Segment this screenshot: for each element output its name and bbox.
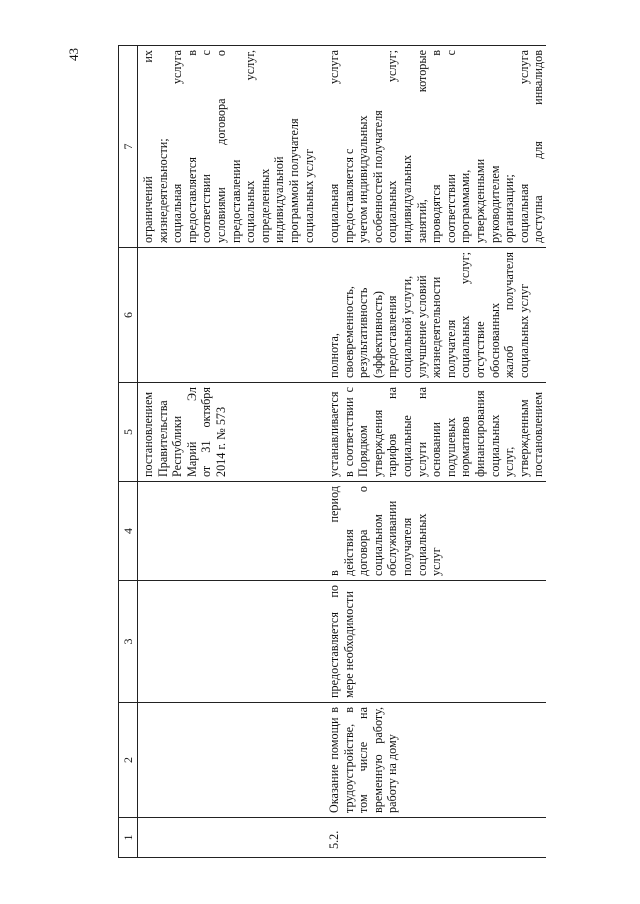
text-line: отсутствие: [472, 321, 487, 378]
text-line: в период: [327, 486, 341, 576]
row-number-text: 5.2.: [327, 830, 341, 849]
text-line: результативность: [356, 287, 371, 378]
text-line: программами,: [458, 169, 473, 243]
header-col-5: 5: [119, 383, 138, 482]
text-line: Марий Эл: [184, 387, 199, 477]
text-line: тарифов на: [385, 387, 400, 477]
text-line: утвержденными: [472, 158, 487, 243]
text-line: получателя: [399, 517, 414, 576]
cont-cell-4: [138, 482, 322, 581]
text-line: соответствии с: [443, 50, 458, 243]
text-line: социальных услуг: [301, 148, 316, 243]
text-line: жалоб получателя: [502, 252, 517, 378]
text-line: проводятся в: [429, 50, 444, 243]
text-line: социальных: [487, 414, 502, 477]
text-line: работу на дому: [385, 734, 400, 813]
text-line: услуги на: [414, 387, 429, 477]
text-line: Правительства: [155, 400, 170, 477]
text-line: социальные: [399, 415, 414, 477]
text-line: жизнедеятельности;: [155, 138, 170, 243]
header-col-7: 7: [119, 46, 138, 248]
continuation-row: [138, 46, 322, 858]
header-col-1: 1: [119, 818, 138, 858]
text-line: доступна для инвалидов: [531, 50, 546, 243]
standard-cell: [321, 581, 546, 703]
text-line: индивидуальных: [399, 154, 414, 243]
service-name-cell: [321, 703, 546, 818]
text-line: социальных услуг;: [385, 50, 400, 243]
text-line: социальная услуга: [327, 50, 341, 243]
cont-cell-3: [138, 581, 322, 703]
text-line: мере необходимости: [341, 591, 356, 698]
service-row-5-2: [321, 46, 546, 858]
text-line: программой получателя: [286, 118, 301, 243]
text-line: занятий, которые: [414, 50, 429, 243]
text-line: устанавливается: [327, 391, 341, 477]
text-line: определенных: [257, 168, 272, 243]
text-line: улучшение условий: [414, 275, 429, 378]
text-line: своевременность,: [341, 286, 356, 378]
cont-cell-legal-basis: [138, 383, 322, 482]
text-line: организации;: [502, 174, 517, 243]
text-line: утверждения: [370, 409, 385, 477]
header-col-3: 3: [119, 581, 138, 703]
text-line: социальном: [370, 514, 385, 576]
text-line: социальной услуги,: [399, 275, 414, 378]
text-line: подушевых: [443, 417, 458, 477]
text-line: социальных услуг,: [243, 50, 258, 243]
text-line: договора о: [356, 486, 371, 576]
text-line: социальных услуг: [516, 283, 531, 378]
cont-cell-1: [138, 818, 322, 858]
text-line: обоснованных: [487, 302, 502, 378]
text-line: от 31 октября: [199, 387, 214, 477]
text-line: социальных услуг;: [458, 252, 473, 378]
text-line: предоставлении: [228, 159, 243, 243]
text-line: том числе на: [356, 707, 371, 813]
text-line: в соответствии с: [341, 387, 356, 477]
text-line: (эффективность): [370, 291, 385, 378]
text-line: утвержденным: [516, 399, 531, 477]
tariff-cell: [321, 383, 546, 482]
conditions-cell: [321, 46, 546, 248]
text-line: полнота,: [327, 333, 341, 378]
text-line: действия: [341, 529, 356, 576]
text-line: соответствии с: [199, 50, 214, 243]
text-line: предоставляется по: [327, 585, 341, 698]
text-line: обслуживании: [385, 500, 400, 576]
text-line: финансирования: [472, 390, 487, 477]
text-line: социальная услуга: [516, 50, 531, 243]
text-line: трудоустройстве, в: [341, 707, 356, 813]
page-number: 43: [66, 48, 81, 61]
text-line: учетом индивидуальных: [356, 115, 371, 243]
text-line: временную работу,: [370, 707, 385, 813]
text-line: ограничений их: [141, 50, 155, 243]
cont-cell-2: [138, 703, 322, 818]
row-number: [321, 818, 546, 858]
header-col-6: 6: [119, 248, 138, 383]
text-line: Республики: [170, 415, 185, 477]
text-line: постановлением: [531, 391, 546, 477]
text-line: услуг: [429, 547, 444, 576]
text-line: условиями договора о: [213, 50, 228, 243]
table-header-row: [119, 46, 138, 858]
text-line: Порядком: [356, 425, 371, 477]
text-line: основании: [429, 422, 444, 477]
period-cell: [321, 482, 546, 581]
text-line: предоставляется в: [184, 50, 199, 243]
text-line: постановлением: [141, 391, 155, 477]
text-line: Оказание помощи в: [327, 707, 341, 813]
text-line: социальная услуга: [170, 50, 185, 243]
header-col-4: 4: [119, 482, 138, 581]
text-line: социальных: [414, 513, 429, 576]
text-line: руководителем: [487, 165, 502, 243]
text-line: особенностей получателя: [370, 110, 385, 243]
text-line: нормативов: [458, 416, 473, 477]
text-line: предоставления: [385, 295, 400, 378]
cont-cell-conditions: [138, 46, 322, 248]
text-line: услуг,: [502, 446, 517, 477]
text-line: 2014 г. № 573: [213, 406, 228, 477]
text-line: получателя: [443, 319, 458, 378]
rotated-page-content: [118, 46, 564, 858]
header-col-2: 2: [119, 703, 138, 818]
indicators-cell: [321, 248, 546, 383]
text-line: жизнедеятельности: [429, 276, 444, 378]
text-line: индивидуальной: [272, 156, 287, 243]
text-line: предоставляется с: [341, 148, 356, 243]
cont-cell-6: [138, 248, 322, 383]
services-table: [118, 45, 546, 858]
